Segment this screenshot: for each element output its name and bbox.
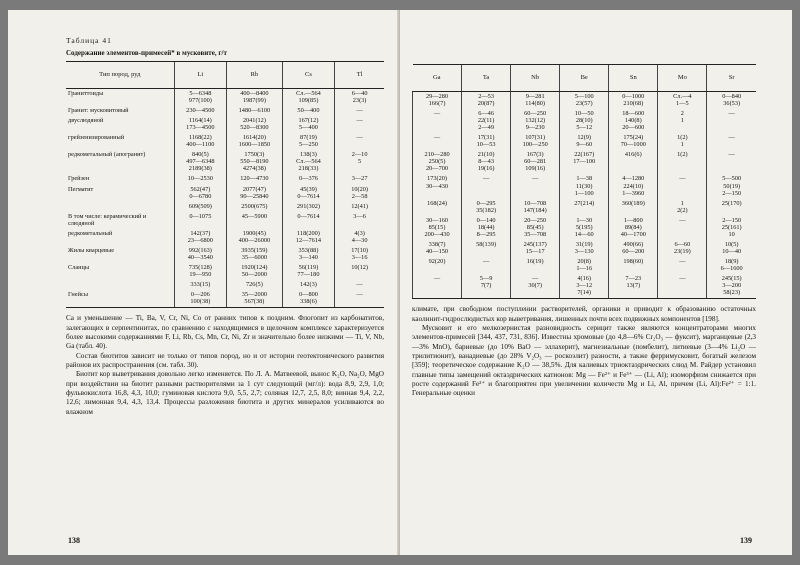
value-cell: — [335,106,384,116]
value-cell: 20—250 85(45) 35—708 [511,216,560,240]
rock-type-cell: Пегматит [68,185,94,193]
table-row [66,246,384,263]
value-cell: 58(139) [462,240,511,257]
value-cell: 0—206 100(38) [174,290,226,308]
value-cell: 87(19) 5—250 [282,133,334,150]
rock-type-cell: Жилы кварцевые [68,246,115,254]
table-row [413,109,757,133]
value-cell: — [413,109,462,133]
value-cell: 20(8) 1—16 [560,257,609,274]
value-cell: 3—6 [335,212,384,229]
value-cell: — [707,133,756,150]
table-header-row [413,65,757,92]
value-cell: 56(119) 77—180 [282,263,334,280]
rock-type-cell: Граниттоиды [68,90,104,97]
value-cell: 0—295 35(182) [462,199,511,216]
value-cell: 245(137) 15—17 [511,240,560,257]
value-cell: 18—600 140(8) 20—600 [609,109,658,133]
value-cell: 210—280 250(5) 20—700 [413,150,462,174]
value-cell: Сл.—4 1—5 [658,92,707,110]
column-header: Тип пород, руд [66,62,174,89]
value-cell: 25(170) [707,199,756,216]
value-cell: 29—280 166(7) [413,92,462,110]
column-header: Be [560,65,609,92]
value-cell: 92(20) [413,257,462,274]
value-cell: 168(24) [413,199,462,216]
table-row [66,202,384,212]
value-cell: 1920(124) 50—2000 [227,263,283,280]
rock-type-cell [66,202,174,212]
value-cell: 1(2) 1 [658,133,707,150]
rock-type-cell: грейзенизированный [68,134,125,142]
column-header: Mo [658,65,707,92]
column-header: Tl [335,62,384,89]
value-cell: 10—2530 [174,174,226,184]
value-cell: 175(24) 70—1000 [609,133,658,150]
value-cell: 10—50 28(10) 5—12 [560,109,609,133]
rock-type-cell: редкометальный [68,229,113,237]
value-cell: 1(2) [658,150,707,174]
rock-type-cell: Грейзен [68,175,90,183]
rock-type-cell [66,280,174,290]
value-cell: 562(47) 0—6780 [174,185,226,202]
value-cell: 2041(12) 520—8300 [227,116,283,133]
page-number: 138 [68,536,80,545]
table-row [66,263,384,280]
value-cell: 0—840 36(53) [707,92,756,110]
value-cell: 2500(675) [227,202,283,212]
table-row [66,174,384,184]
right-page [400,10,792,555]
value-cell: 7—23 13(7) [609,274,658,299]
right-text [412,305,756,399]
value-cell: 490(66) 60—200 [609,240,658,257]
value-cell: 726(5) [227,280,283,290]
value-cell: — [658,257,707,274]
value-cell: — [413,274,462,299]
value-cell: 17(31) 10—53 [462,133,511,150]
value-cell: 138(3) Сл.—564 218(33) [282,150,334,174]
value-cell: 416(6) [609,150,658,174]
value-cell: 50—400 [282,106,334,116]
value-cell: — [413,133,462,150]
value-cell: — [658,274,707,299]
value-cell: 6—60 23(19) [658,240,707,257]
value-cell: 167(12) 5—400 [282,116,334,133]
column-header: Cs [282,62,334,89]
value-cell: 45(39) 0—7614 [282,185,334,202]
table-row [66,106,384,116]
value-cell: — 30(7) [511,274,560,299]
table-row [66,212,384,229]
value-cell: 6—40 23(3) [335,89,384,107]
value-cell: 1—800 89(84) 40—1700 [609,216,658,240]
value-cell: 18(9) 6—1600 [707,257,756,274]
table-row [66,116,384,133]
value-cell: — [462,174,511,198]
value-cell: 6—46 22(11) 2—49 [462,109,511,133]
rock-type-cell: Гнейсы [66,290,174,308]
paragraph: Мусковит и его мелкозернистая разновидность серицит также являются концентраторами многих элементов-примесей [344, 437, 731, 836]. Известны хромовые (до 4,8—6% Cr₂O₃ — фуксит), марганцевые (2,3—3% MnO), бариевые (до 10% BaO — эллахерит), магнезиальные (помбелит), литиевые (3—4% Li₂O — трилитионит), ванадиевые (до 28% V₂O₃ — роскоэлит) разности, а также ферримусковит, богатый железом [359]; теоретическое содержание K₂O — 38,5%. Для калиевых триоктаэдрических слюд М. Райдер установил главные типы замещений октаэдрических катионов: Mg — Fe²⁺ и Fe³⁺ — (Li, Al); изоморфизм снижается при росте содержаний Fe²⁺ и благоприятен при увеличении количеств Mg и Li, Al, причем (Li, Al):Fe²⁺ = 1:1. Генеральные оценки [412,323,756,398]
value-cell: 31(19) 3—130 [560,240,609,257]
value-cell: 0—1075 [174,212,226,229]
value-cell: 21(10) 8—43 19(16) [462,150,511,174]
value-cell: 173(20) 30—430 [413,174,462,198]
value-cell: 2—150 25(161) 10 [707,216,756,240]
value-cell: 16(19) [511,257,560,274]
rock-type-cell: двуслюдяной [68,117,104,125]
muscovite-table-right [412,64,756,299]
value-cell: 353(88) 3—140 [282,246,334,263]
table-row [66,280,384,290]
paragraph: климате, при свободном поступлении растворителей, органики и приводит к образованию остаточных каолинит-гидрослюдистых кор выветривания, лишенных почти всех подвижных компонентов [198]. [412,305,756,323]
value-cell: — [707,150,756,174]
value-cell: 0—7614 [282,212,334,229]
value-cell: 5—100 23(57) [560,92,609,110]
value-cell: 840(5) 497—6348 2189(38) [174,150,226,174]
table-row [413,174,757,198]
column-header: Rb [227,62,283,89]
value-cell: 2—53 20(87) [462,92,511,110]
column-header: Ga [413,65,462,92]
value-cell: 35—2000 567(38) [227,290,283,308]
value-cell: — [658,216,707,240]
value-cell: 4(16) 3—12 7(14) [560,274,609,299]
value-cell: 1614(20) 1600—1850 [227,133,283,150]
table-row [66,229,384,246]
value-cell: 1900(45) 400—26000 [227,229,283,246]
value-cell: 10(5) 10—40 [707,240,756,257]
value-cell: — [707,109,756,133]
paragraph: Биотит кор выветривания довольно легко изменяется. По Л. А. Матвеевой, вынос K₂O, Na₂O, MgO при воздействии на биотит разными растворителями за 1 сут следующий (мг/л): вода 8,9, 2,9, 1,0; фульвокислота 16,8, 4,3, 10,0; гуминовая кислота 9,0, 5,5, 2,7; соляная 12,7, 2,5, 8,0; винная 9,4, 2,2, 12,6; лимонная 9,4, 4,3, 13,4. Процессы разложения биотита и других минералов усиливаются во влажном [66,370,384,416]
value-cell: 2—10 5 [335,150,384,174]
value-cell: — [462,257,511,274]
value-cell: 992(163) 40—3540 [174,246,226,263]
table-row [413,199,757,216]
value-cell: 1480—6100 [227,106,283,116]
value-cell: 4—1280 224(10) 1—3960 [609,174,658,198]
value-cell: 360(189) [609,199,658,216]
table-header-row [66,62,384,89]
paragraph: Ca и уменьшение — Ti, Ba, V, Cr, Ni, Co от ранних типов к поздним. Флогопит из карбонатитов, залегающих в серпентинитах, по сравнению с находящимися в щелочном комплексе характеризуется более высокими содержаниями F, Li, Rb, Cs, Mn, Cr, Ni, Zr и значительно более низкими — Ti, V, Nb, Ga (табл. 40). [66,314,384,351]
value-cell: 1—30 5(195) 14—60 [560,216,609,240]
value-cell: 17(10) 3—16 [335,246,384,263]
value-cell: 0—800 338(6) [282,290,334,308]
value-cell: 1168(22) 400—1100 [174,133,226,150]
column-header: Nb [511,65,560,92]
value-cell: 60—250 132(12) 9—230 [511,109,560,133]
table-row [66,290,384,308]
page-number: 139 [740,536,752,545]
value-cell: 2077(47) 90—25840 [227,185,283,202]
value-cell: 1—38 11(30) 1—100 [560,174,609,198]
value-cell: 1164(14) 173—4500 [174,116,226,133]
table-row [413,240,757,257]
value-cell: 291(302) [282,202,334,212]
value-cell: 10(20) 2—58 [335,185,384,202]
rock-type-cell: В том числе: керамический и слюдяной [68,212,147,227]
rock-type-cell: редкометальный (апогранит) [68,151,146,159]
column-header: Sr [707,65,756,92]
table-row [413,133,757,150]
value-cell: 9—281 114(80) [511,92,560,110]
value-cell: — [335,133,384,150]
column-header: Ta [462,65,511,92]
value-cell: Сл.—564 109(85) [282,89,334,107]
table-row [413,216,757,240]
value-cell: 5—6348 977(100) [174,89,226,107]
table-row [413,274,757,299]
value-cell: 230—4500 [174,106,226,116]
value-cell: 120—4730 [227,174,283,184]
value-cell: 4(3) 4—30 [335,229,384,246]
value-cell: 30—160 85(15) 200—430 [413,216,462,240]
table-row [66,133,384,150]
value-cell: 3—27 [335,174,384,184]
value-cell: 245(15) 3—200 58(23) [707,274,756,299]
rock-type-cell: Гранит: мусковитовый [68,107,129,115]
value-cell: 5—9 7(7) [462,274,511,299]
table-caption: Содержание элементов-примесей* в мусковите, г/т [66,49,227,57]
value-cell: — [335,116,384,133]
value-cell: 2 1 [658,109,707,133]
value-cell: 0—1000 210(68) [609,92,658,110]
value-cell: — [658,174,707,198]
value-cell: 5—500 50(19) 2—150 [707,174,756,198]
table-row [413,92,757,110]
value-cell: 735(128) 19—950 [174,263,226,280]
value-cell: — [335,280,384,290]
value-cell: 1750(3) 550—8190 4274(38) [227,150,283,174]
value-cell: — [335,290,384,308]
value-cell: 167(3) 60—281 109(16) [511,150,560,174]
value-cell: 107(31) 100—250 [511,133,560,150]
value-cell: — [511,174,560,198]
value-cell: 609(509) [174,202,226,212]
value-cell: 10(12) [335,263,384,280]
value-cell: 142(3) [282,280,334,290]
value-cell: 198(60) [609,257,658,274]
value-cell: 118(200) 12—7614 [282,229,334,246]
value-cell: 22(167) 17—100 [560,150,609,174]
value-cell: 45—5900 [227,212,283,229]
value-cell: 0—140 18(44) 8—295 [462,216,511,240]
muscovite-table-left [66,61,384,308]
paragraph: Состав биотитов зависит не только от типов пород, но и от истории геотектонического развития районов их распространения (см. табл. 30). [66,351,384,369]
table-title: Таблица 41 [66,36,112,45]
rock-type-cell: Сланцы [68,263,90,271]
table-row [413,257,757,274]
value-cell: 27(214) [560,199,609,216]
left-page [8,10,400,555]
value-cell: 3935(159) 35—6000 [227,246,283,263]
table-row [66,89,384,107]
value-cell: 333(15) [174,280,226,290]
table-row [66,185,384,202]
value-cell: 338(7) 40—150 [413,240,462,257]
value-cell: 142(37) 23—6800 [174,229,226,246]
value-cell: 10—708 147(184) [511,199,560,216]
value-cell: 12(41) [335,202,384,212]
column-header: Li [174,62,226,89]
value-cell: 0—376 [282,174,334,184]
value-cell: 1 2(2) [658,199,707,216]
table-row [413,150,757,174]
value-cell: 400—8400 1987(99) [227,89,283,107]
left-text [66,314,384,417]
column-header: Sn [609,65,658,92]
value-cell: 12(9) 9—60 [560,133,609,150]
table-row [66,150,384,174]
